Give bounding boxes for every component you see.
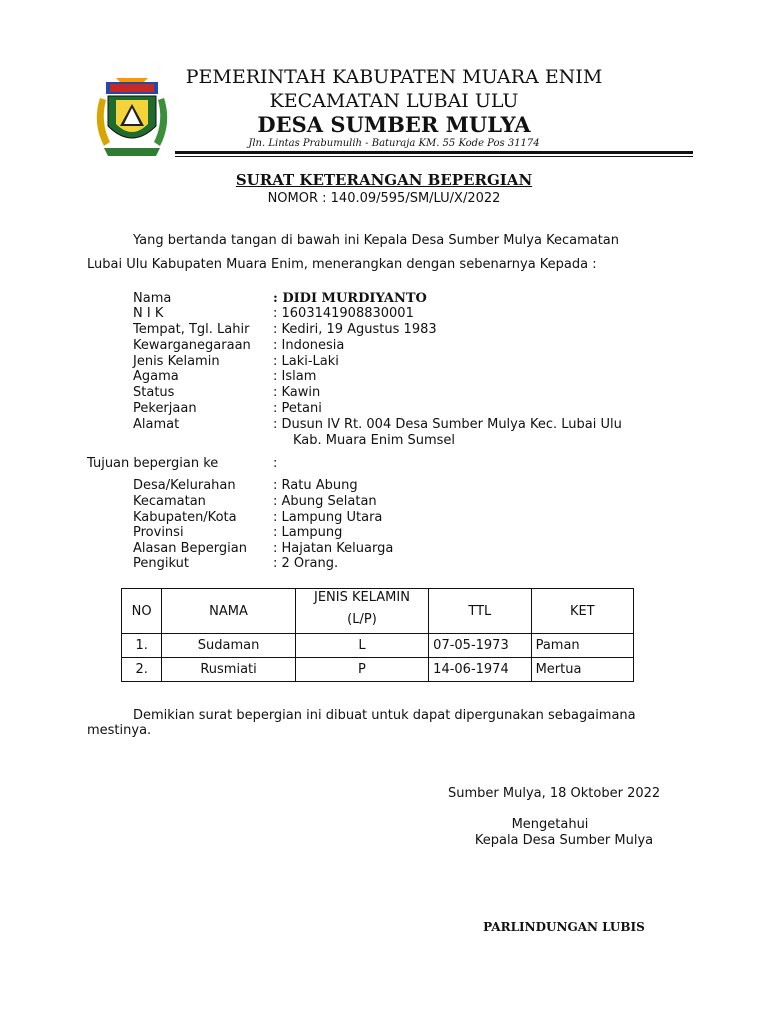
field-value: : Kediri, 19 Agustus 1983	[273, 322, 437, 337]
field-value: : Hajatan Keluarga	[273, 541, 394, 556]
cell-ttl: 14-06-1974	[429, 658, 531, 682]
header-village: DESA SUMBER MULYA	[257, 112, 531, 137]
header-divider-thick	[175, 151, 693, 154]
field-label: Pengikut	[133, 556, 189, 571]
cell-jk: P	[295, 658, 428, 682]
field-value: : Lampung Utara	[273, 510, 383, 525]
field-label: Alamat	[133, 417, 180, 432]
field-label: Kewarganegaraan	[133, 338, 251, 353]
cell-no: 2.	[122, 658, 162, 682]
cell-ket: Mertua	[531, 658, 633, 682]
field-label: N I K	[133, 306, 164, 321]
field-value: : Islam	[273, 369, 317, 384]
field-label: Agama	[133, 369, 179, 384]
field-label: Jenis Kelamin	[133, 354, 220, 369]
cell-ttl: 07-05-1973	[429, 634, 531, 658]
field-value: : 1603141908830001	[273, 306, 414, 321]
companion-table	[121, 588, 634, 682]
table-row	[122, 658, 634, 682]
cell-no: 1.	[122, 634, 162, 658]
header-divider-thin	[175, 156, 693, 157]
signature-position: Kepala Desa Sumber Mulya	[474, 833, 654, 848]
field-label: Status	[133, 385, 175, 400]
closing-line-1: Demikian surat bepergian ini dibuat untuk dapat dipergunakan sebagaimana	[133, 708, 636, 723]
field-label: Provinsi	[133, 525, 184, 540]
field-value: : Dusun IV Rt. 004 Desa Sumber Mulya Kec. Lubai Ulu	[273, 417, 622, 432]
field-value: : 2 Orang.	[273, 556, 339, 571]
cell-ket: Paman	[531, 634, 633, 658]
document-title: SURAT KETERANGAN BEPERGIAN	[235, 171, 533, 189]
signature-name: PARLINDUNGAN LUBIS	[483, 920, 645, 934]
header-jk-line2: (L/P)	[347, 612, 377, 627]
header-jenis-kelamin	[295, 589, 428, 634]
header-ket: KET	[531, 589, 633, 634]
tujuan-label: Tujuan bepergian ke	[87, 456, 219, 471]
table-row	[122, 634, 634, 658]
field-value: : Kawin	[273, 385, 321, 400]
cell-nama: Rusmiati	[162, 658, 295, 682]
field-label: Desa/Kelurahan	[133, 478, 236, 493]
field-label: Nama	[133, 291, 172, 306]
cell-jk: L	[295, 634, 428, 658]
table-header-row	[122, 589, 634, 634]
signature-place-date: Sumber Mulya, 18 Oktober 2022	[448, 786, 661, 801]
field-value: Kab. Muara Enim Sumsel	[293, 433, 456, 448]
tujuan-colon: :	[273, 456, 278, 471]
field-value: : Indonesia	[273, 338, 345, 353]
header-no: NO	[122, 589, 162, 634]
field-value: : Ratu Abung	[273, 478, 358, 493]
header-district: KECAMATAN LUBAI ULU	[269, 90, 519, 112]
header-address: Jln. Lintas Prabumulih - Baturaja KM. 55 Kode Pos 31174	[248, 138, 540, 149]
intro-line-1: Yang bertanda tangan di bawah ini Kepala Desa Sumber Mulya Kecamatan	[133, 233, 620, 248]
cell-nama: Sudaman	[162, 634, 295, 658]
field-value: : Laki-Laki	[273, 354, 339, 369]
field-label: Alasan Bepergian	[133, 541, 247, 556]
field-value: : Abung Selatan	[273, 494, 377, 509]
field-label: Pekerjaan	[133, 401, 197, 416]
field-value: : Lampung	[273, 525, 343, 540]
header-government: PEMERINTAH KABUPATEN MUARA ENIM	[185, 66, 603, 88]
signature-acknowledge: Mengetahui	[511, 817, 589, 832]
intro-line-2: Lubai Ulu Kabupaten Muara Enim, menerangkan dengan sebenarnya Kepada :	[87, 257, 597, 272]
closing-line-2: mestinya.	[87, 723, 152, 738]
regency-emblem	[86, 68, 178, 160]
header-nama: NAMA	[162, 589, 295, 634]
field-value: : Petani	[273, 401, 322, 416]
header-jk-line1: JENIS KELAMIN	[313, 590, 410, 605]
field-label: Kecamatan	[133, 494, 206, 509]
field-value: : DIDI MURDIYANTO	[273, 291, 427, 306]
field-label: Kabupaten/Kota	[133, 510, 237, 525]
field-label: Tempat, Tgl. Lahir	[133, 322, 250, 337]
header-ttl: TTL	[429, 589, 531, 634]
document-number: NOMOR : 140.09/595/SM/LU/X/2022	[267, 191, 501, 206]
